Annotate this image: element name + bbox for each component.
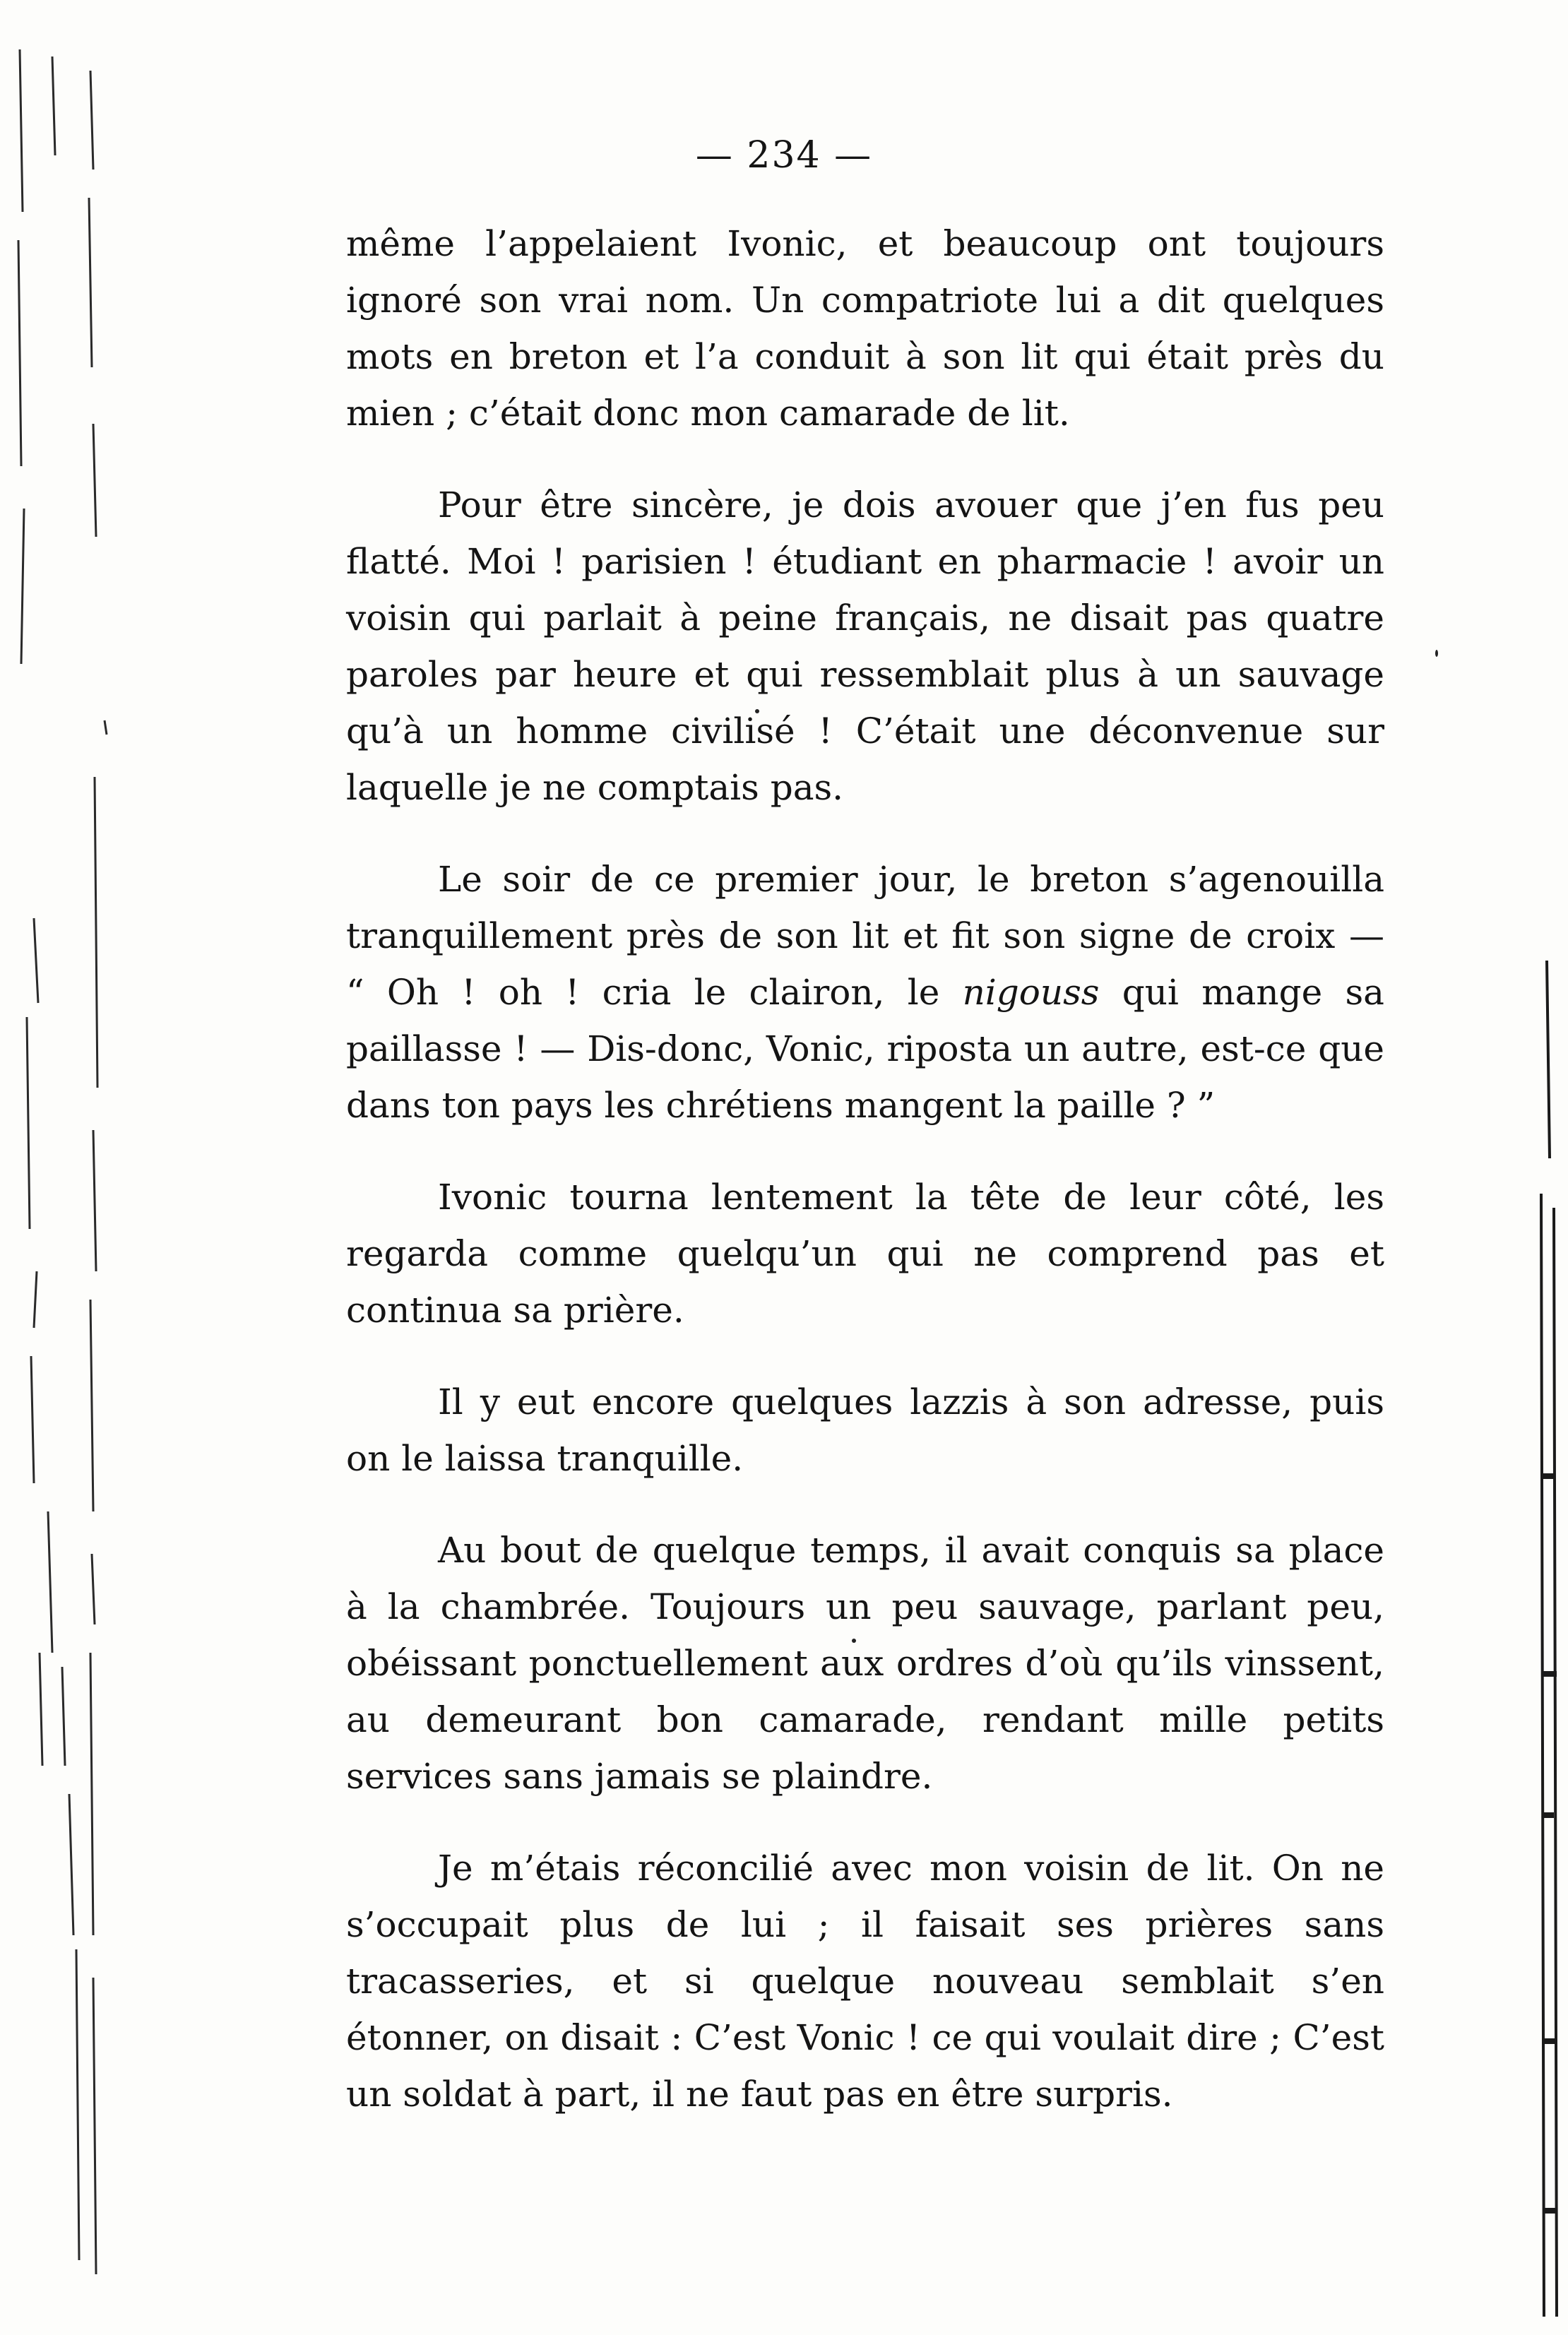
paragraph-text: qui mange sa paillasse ! — Dis-donc, Vonic, riposta un autre, est-ce que dans ton pays les chrétiens mangent la paille ? ” [346, 972, 1384, 1126]
binding-edge-marks [6, 28, 112, 2288]
paragraph: Il y eut encore quelques lazzis à son adresse, puis on le laissa tranquille. [346, 1382, 1384, 1479]
paragraph: Ivonic tourna lentement la tête de leur côté, les regarda comme quelqu’un qui ne comprend pas et continua sa prière. [346, 1177, 1384, 1331]
binding-edge-marks-right [1526, 939, 1568, 2317]
body-text [346, 215, 1384, 2158]
italic-word: nigouss [962, 972, 1100, 1013]
paragraph [346, 851, 1384, 1134]
page-number: — 234 — [695, 134, 873, 177]
ink-speck [1435, 650, 1438, 657]
paragraph: Au bout de quelque temps, il avait conquis sa place à la chambrée. Toujours un peu sauvage, parlant peu, obéissant ponctuellement aux ordres d’où qu’ils vinssent, au demeurant bon camarade, rendant mille petits services sans jamais se plaindre. [346, 1530, 1384, 1797]
paragraph: Je m’étais réconcilié avec mon voisin de lit. On ne s’occupait plus de lui ; il faisait ses prières sans tracasseries, et si quelque nouveau semblait s’en étonner, on disait : C’est Vonic ! ce qui voulait dire ; C’est un soldat à part, il ne faut pas en être surpris. [346, 1848, 1384, 2115]
paragraph: Pour être sincère, je dois avouer que j’en fus peu flatté. Moi ! parisien ! étudiant en pharmacie ! avoir un voisin qui parlait à peine français, ne disait pas quatre paroles par heure et qui ressemblait plus à un sauvage qu’à un homme civilisé ! C’était une déconvenue sur laquelle je ne comptais pas. [346, 485, 1384, 808]
paragraph-text: Le soir de ce premier jour, le breton s’agenouilla tranquillement près de son lit et fit son signe de croix — “ Oh ! oh ! cria le clairon, le [346, 859, 1384, 1013]
paragraph: même l’appelaient Ivonic, et beaucoup ont toujours ignoré son vrai nom. Un compatriote lui a dit quelques mots en breton et l’a conduit à son lit qui était près du mien ; c’était donc mon camarade de lit. [346, 223, 1384, 434]
